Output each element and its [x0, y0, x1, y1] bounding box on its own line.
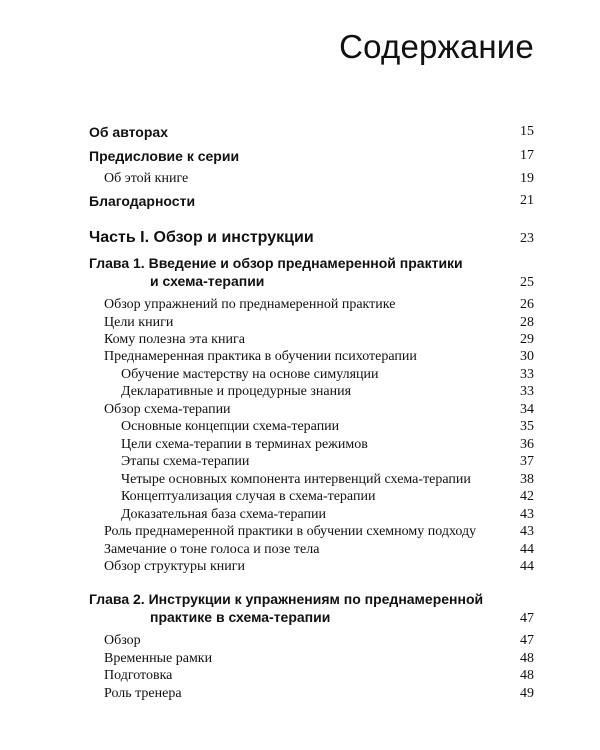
toc-entry-page: 48 — [520, 651, 534, 666]
toc-entry-title: Временные рамки — [104, 651, 213, 666]
toc-entry-title: Доказательная база схема-терапии — [121, 507, 327, 522]
toc-entry-title: Роль тренера — [104, 686, 182, 701]
toc-entry-page: 21 — [520, 193, 534, 208]
toc-entry-page: 44 — [520, 559, 534, 574]
toc-part-page: 23 — [520, 231, 534, 246]
toc-entry-page: 19 — [520, 171, 534, 186]
toc-entry-title: Основные концепции схема-терапии — [121, 419, 340, 434]
toc-chapter-title-line1: Глава 2. Инструкции к упражнениям по преднамеренной — [89, 591, 484, 607]
toc-entry-page: 34 — [520, 402, 534, 417]
toc-entry-page: 30 — [520, 349, 534, 364]
toc-entry-page: 17 — [520, 148, 534, 163]
toc-chapter-title-line2: и схема-терапии — [150, 273, 265, 289]
toc-entry-title: Этапы схема-терапии — [121, 454, 250, 469]
toc-entry-title: Подготовка — [104, 668, 173, 683]
toc-entry-title: Обзор структуры книги — [104, 559, 245, 574]
toc-entry-page: 48 — [520, 668, 534, 683]
toc-entry-title: Обзор схема-терапии — [104, 402, 231, 417]
toc-part-title: Часть I. Обзор и инструкции — [89, 229, 314, 246]
toc-entry-title: Благодарности — [89, 193, 196, 209]
toc-entry-page: 15 — [520, 124, 534, 139]
toc-entry-title: Цели книги — [104, 315, 174, 330]
toc-entry-title: Декларативные и процедурные знания — [121, 384, 352, 399]
toc-entry-title: Обзор упражнений по преднамеренной практике — [104, 297, 396, 312]
toc-entry-title: Обзор — [104, 633, 141, 648]
toc-entry-page: 33 — [520, 367, 534, 382]
toc-entry-page: 42 — [520, 489, 534, 504]
toc-entry-page: 44 — [520, 542, 534, 557]
toc-entry-title: Преднамеренная практика в обучении психотерапии — [104, 349, 417, 364]
page-title: Содержание — [339, 28, 534, 65]
toc-entry-page: 28 — [520, 315, 534, 330]
toc-chapter-page: 47 — [520, 611, 534, 626]
toc-entry-title: Замечание о тоне голоса и позе тела — [104, 542, 320, 557]
toc-chapter-title-line1: Глава 1. Введение и обзор преднамеренной практики — [89, 255, 463, 271]
toc-entry-page: 33 — [520, 384, 534, 399]
toc-entry-title: Четыре основных компонента интервенций схема-терапии — [121, 472, 471, 487]
toc-entry-page: 26 — [520, 297, 534, 312]
toc-entry-page: 37 — [520, 454, 534, 469]
toc-entry-title: Об этой книге — [104, 171, 189, 186]
toc-chapter-page: 25 — [520, 275, 534, 290]
toc-entry-page: 38 — [520, 472, 534, 487]
toc-entry-page: 35 — [520, 419, 534, 434]
toc-entry-title: Кому полезна эта книга — [104, 332, 245, 347]
toc-entry-page: 36 — [520, 437, 534, 452]
toc-entry-title: Роль преднамеренной практики в обучении схемному подходу — [104, 524, 477, 539]
toc-entry-title: Обучение мастерству на основе симуляции — [121, 367, 379, 382]
toc-entry-title: Об авторах — [89, 124, 168, 140]
toc-entry-title: Предисловие к серии — [89, 148, 240, 164]
toc-chapter-title-line2: практике в схема-терапии — [150, 609, 331, 625]
toc-entry-page: 43 — [520, 507, 534, 522]
toc-entry-page: 29 — [520, 332, 534, 347]
toc-entry-title: Цели схема-терапии в терминах режимов — [121, 437, 368, 452]
toc-entry-page: 43 — [520, 524, 534, 539]
toc-entry-title: Концептуализация случая в схема-терапии — [121, 489, 376, 504]
toc-entry-page: 47 — [520, 633, 534, 648]
toc-entry-page: 49 — [520, 686, 534, 701]
